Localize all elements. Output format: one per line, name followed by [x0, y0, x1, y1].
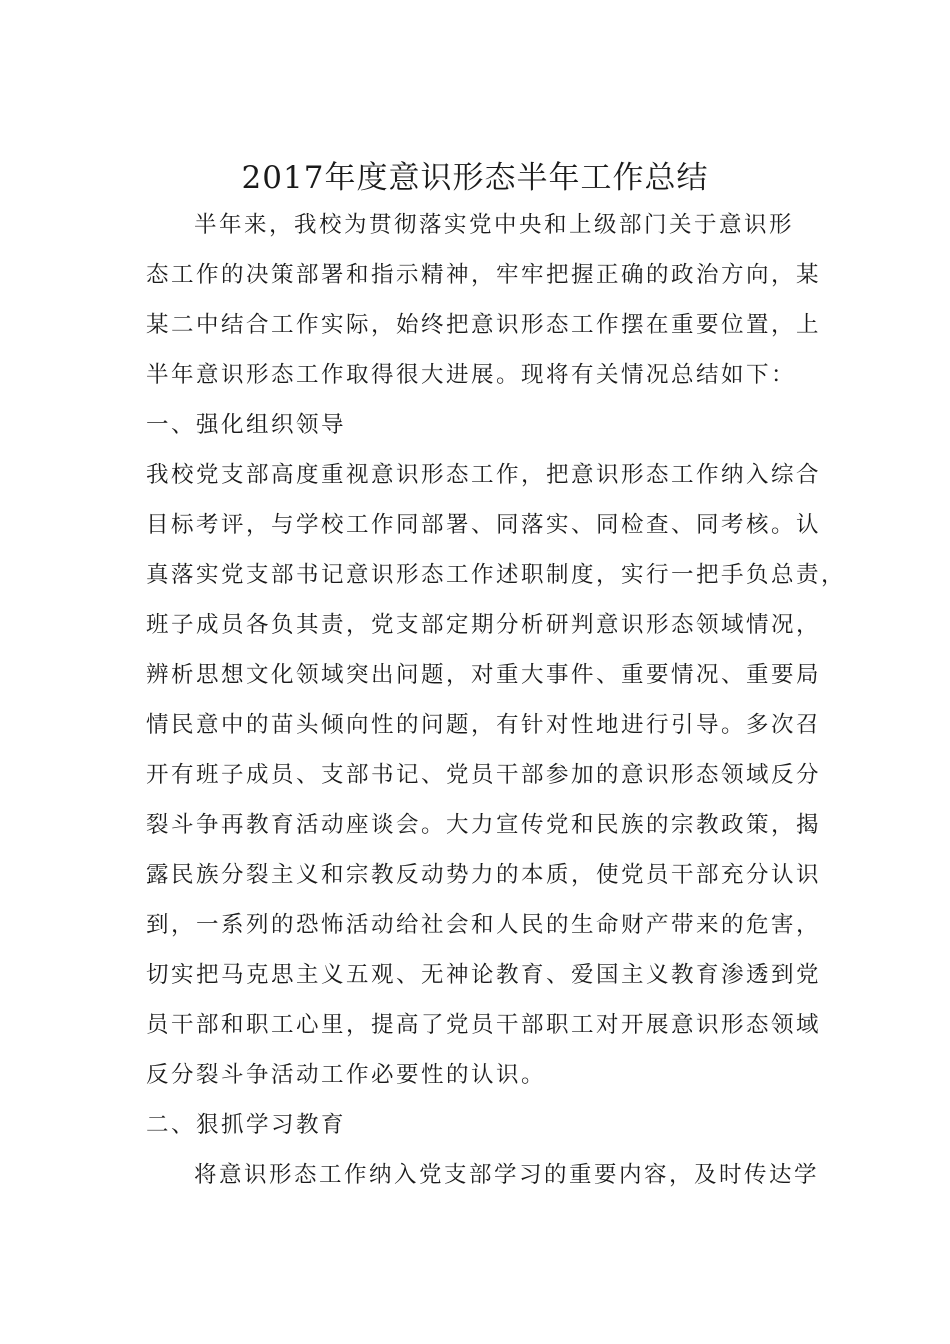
- paragraph-line: 态工作的决策部署和指示精神，牢牢把握正确的政治方向，某: [146, 262, 822, 288]
- paragraph-line: 将意识形态工作纳入党支部学习的重要内容，及时传达学: [194, 1162, 820, 1188]
- paragraph-line: 露民族分裂主义和宗教反动势力的本质，使党员干部充分认识: [146, 862, 822, 888]
- paragraph-line: 裂斗争再教育活动座谈会。大力宣传党和民族的宗教政策，揭: [146, 812, 822, 838]
- paragraph-line: 情民意中的苗头倾向性的问题，有针对性地进行引导。多次召: [146, 712, 822, 738]
- paragraph-line: 目标考评，与学校工作同部署、同落实、同检查、同考核。认: [146, 512, 822, 538]
- paragraph-line: 切实把马克思主义五观、无神论教育、爱国主义教育渗透到党: [146, 962, 822, 988]
- section-heading: 一、强化组织领导: [146, 412, 347, 438]
- paragraph-line: 我校党支部高度重视意识形态工作，把意识形态工作纳入综合: [146, 462, 822, 488]
- paragraph-line: 半年来，我校为贯彻落实党中央和上级部门关于意识形: [194, 212, 795, 238]
- paragraph-line: 真落实党支部书记意识形态工作述职制度，实行一把手负总责，: [146, 562, 847, 588]
- document-title: 2017年度意识形态半年工作总结: [241, 160, 709, 196]
- paragraph-line: 到，一系列的恐怖活动给社会和人民的生命财产带来的危害，: [146, 912, 822, 938]
- section-heading: 二、狠抓学习教育: [146, 1112, 347, 1138]
- paragraph-line: 班子成员各负其责，党支部定期分析研判意识形态领域情况，: [146, 612, 822, 638]
- paragraph-line: 某二中结合工作实际，始终把意识形态工作摆在重要位置，上: [146, 312, 822, 338]
- paragraph-line: 半年意识形态工作取得很大进展。现将有关情况总结如下：: [146, 362, 797, 388]
- paragraph-line: 员干部和职工心里，提高了党员干部职工对开展意识形态领域: [146, 1012, 822, 1038]
- paragraph-line: 辨析思想文化领域突出问题，对重大事件、重要情况、重要局: [146, 662, 822, 688]
- paragraph-line: 反分裂斗争活动工作必要性的认识。: [146, 1062, 547, 1088]
- paragraph-line: 开有班子成员、支部书记、党员干部参加的意识形态领域反分: [146, 762, 822, 788]
